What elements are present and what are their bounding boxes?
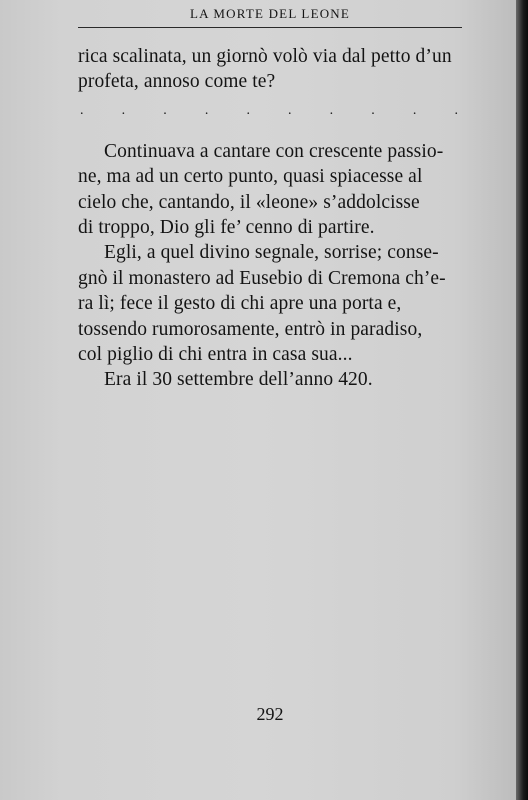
dot: . (371, 102, 375, 118)
text-line: tossendo rumorosamente, entrò in paradiso, (78, 318, 423, 340)
ellipsis-dots (78, 95, 464, 127)
text-line: rica scalinata, un giornò volò via dal petto d’un (78, 46, 452, 67)
body-text (78, 44, 464, 393)
dot: . (204, 102, 209, 118)
dot: . (412, 102, 417, 118)
page-number: 292 (256, 704, 284, 724)
header-rule (78, 27, 462, 28)
dot: . (246, 102, 250, 118)
text-line: profeta, annoso come te? (78, 71, 276, 93)
text-line: di troppo, Dio gli fe’ cenno di partire. (78, 217, 375, 239)
paragraph (78, 240, 464, 367)
dot: . (163, 102, 167, 118)
text-line: ra lì; fece il gesto di chi apre una porta e, (78, 293, 402, 315)
text-line: gnò il monastero ad Eusebio di Cremona ch’e- (78, 267, 446, 289)
dot: . (329, 102, 334, 118)
dot: . (80, 102, 84, 118)
text-line: Era il 30 settembre dell’anno 420. (104, 369, 373, 391)
paragraph (78, 367, 464, 392)
running-head: LA MORTE DEL LEONE (189, 6, 351, 21)
dot: . (121, 102, 126, 118)
dot: . (288, 102, 292, 118)
book-spine-shadow (516, 0, 528, 800)
paragraph (78, 139, 464, 241)
dot: . (454, 102, 458, 118)
text-line: col piglio di chi entra in casa sua... (78, 344, 353, 366)
text-line: Egli, a quel divino segnale, sorrise; conse- (104, 242, 439, 264)
text-line: cielo che, cantando, il «leone» s’addolcisse (78, 191, 420, 213)
text-line: Continuava a cantare con crescente passio- (104, 140, 444, 162)
text-line: ne, ma ad un certo punto, quasi spiacesse al (78, 166, 423, 188)
